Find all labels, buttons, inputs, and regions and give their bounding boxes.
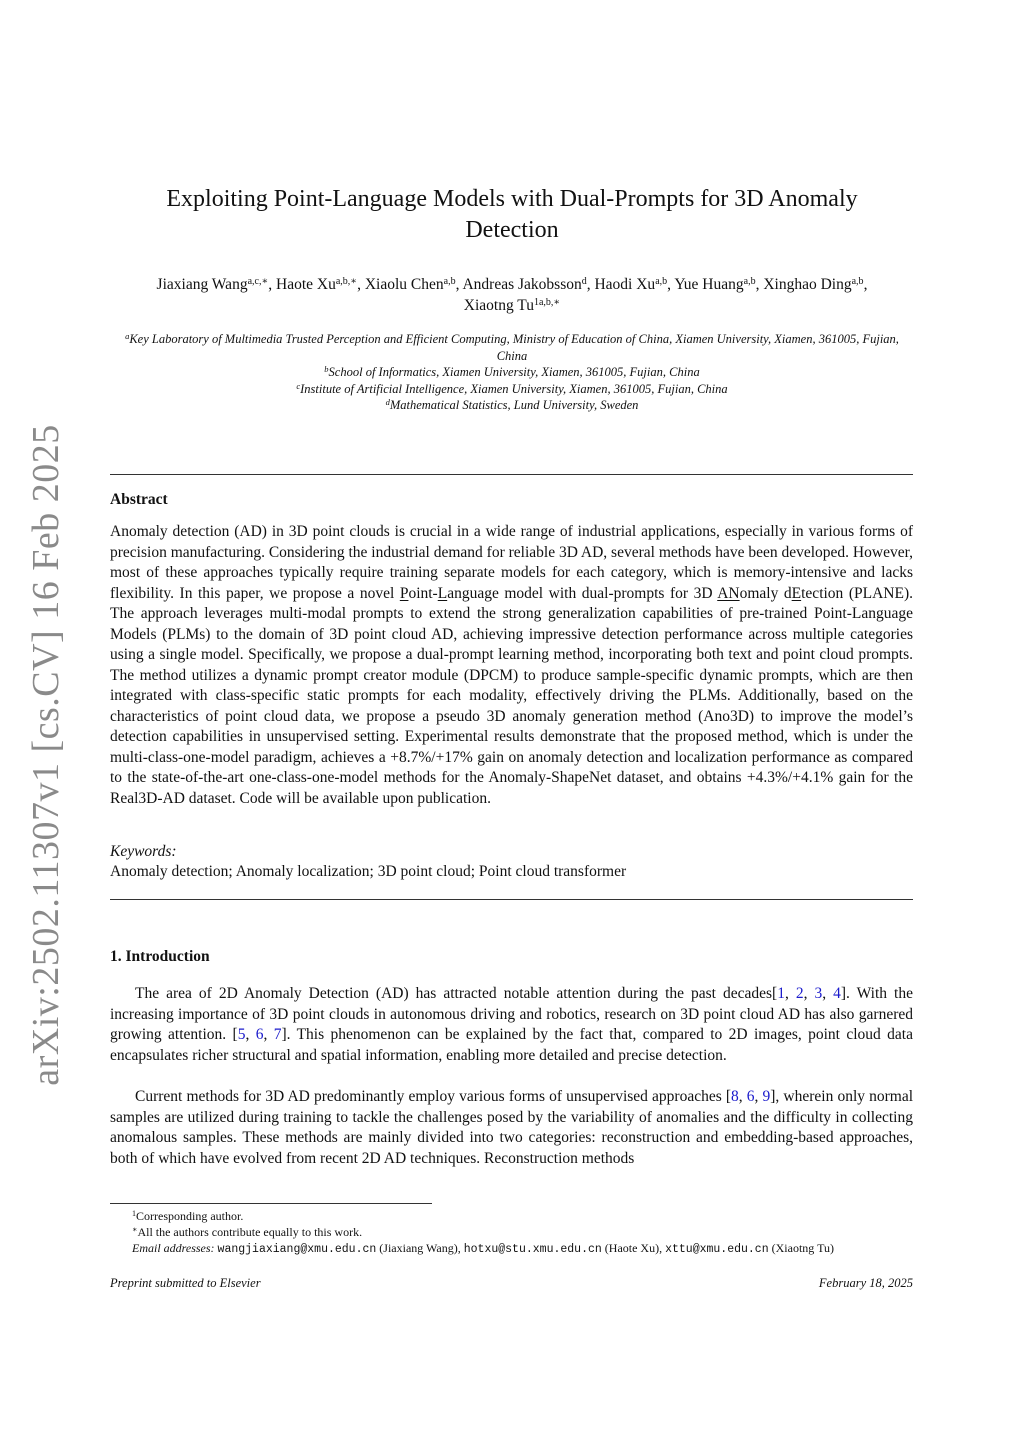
citation-link[interactable]: 2 xyxy=(795,985,804,1002)
author-5: Haodi Xu$^{a,b}$, xyxy=(594,276,675,293)
citation-link[interactable]: 1 xyxy=(777,985,785,1002)
footnote-rule xyxy=(110,1203,432,1204)
author-list xyxy=(110,274,914,316)
affiliation-a: $^a$Key Laboratory of Multimedia Trusted Perception and Efficient Computing, Ministry of Education of China, Xiamen University, Xiamen, 361005, Fujian, China xyxy=(125,331,899,363)
citation-link[interactable]: 3 xyxy=(814,985,823,1002)
citation-link[interactable]: 6 xyxy=(255,1026,264,1043)
section-heading-introduction: 1. Introduction xyxy=(110,948,210,965)
affiliations xyxy=(110,331,914,414)
footnote-equal-contribution: ∗All the authors contribute equally to this work. xyxy=(132,1225,363,1239)
footnote-emails: Email addresses: wangjiaxiang@xmu.edu.cn (Jiaxiang Wang), hotxu@stu.xmu.edu.cn (Haote Xu), xttu@xmu.edu.cn (Xiaotng Tu) xyxy=(132,1241,834,1256)
arxiv-side-stamp xyxy=(14,424,78,1086)
email-link[interactable]: xttu@xmu.edu.cn xyxy=(665,1243,769,1256)
footer-date: February 18, 2025 xyxy=(818,1276,913,1290)
intro-paragraph-2: Current methods for 3D AD predominantly employ various forms of unsupervised approaches [8, 6, 9], wherein only normal samples are utilized during training to tackle the challenges posed by the variability of anomalies and the difficulty in collecting anomalous samples. These methods are mainly divided into two categories: reconstruction and embedding-based approaches, both of which have evolved from recent 2D AD techniques. Reconstruction methods xyxy=(110,1088,914,1167)
affiliation-c: $^c$Institute of Artificial Intelligence, Xiamen University, Xiamen, 361005, Fujian, China xyxy=(296,380,728,396)
citation-link[interactable]: 7 xyxy=(273,1026,282,1043)
author-2: Haote $Xu^{a,b,∗}$, xyxy=(276,276,365,293)
author-8: Xiaotng $Tu^{1a,b,∗}$ xyxy=(463,297,561,314)
affiliation-d: $^d$Mathematical Statistics, Lund University, Sweden xyxy=(385,397,639,412)
paper-title xyxy=(110,184,914,246)
author-4: Andreas Jakobsson$^d$, xyxy=(462,276,595,293)
keywords-heading: Keywords: xyxy=(110,843,177,860)
citation-link[interactable]: 4 xyxy=(833,985,841,1002)
citation-link[interactable]: 6 xyxy=(746,1088,755,1105)
affiliation-b: $^b$School of Informatics, Xiamen University, Xiamen, 361005, Fujian, China xyxy=(324,364,700,379)
title-line-2: Detection xyxy=(465,217,559,243)
citation-link[interactable]: 9 xyxy=(762,1088,771,1105)
author-7: Xinghao Ding$^{a,b}$, xyxy=(763,276,868,293)
abstract-bottom-rule xyxy=(110,899,913,900)
citation-link[interactable]: 8 xyxy=(731,1088,739,1105)
citation-link[interactable]: 5 xyxy=(237,1026,246,1043)
author-6: Yue Huang$^{a,b}$, xyxy=(674,276,764,293)
abstract-heading: Abstract xyxy=(110,491,168,508)
abstract-top-rule xyxy=(110,474,913,475)
intro-paragraph-1: The area of 2D Anomaly Detection (AD) has attracted notable attention during the past decades[1, 2, 3, 4]. With the increasing importance of 3D point clouds in autonomous driving and robotics, research on 3D point cloud AD has also garnered growing attention. [5, 6, 7]. This phenomenon can be explained by the fact that, compared to 2D images, point cloud data encapsulates richer structural and spatial information, enabling more detailed and precise detection. xyxy=(110,985,913,1064)
author-3: Xiaolu Chen$^{a,b}$, xyxy=(364,276,463,293)
footer-preprint-note: Preprint submitted to Elsevier xyxy=(110,1276,261,1290)
email-link[interactable]: wangjiaxiang@xmu.edu.cn xyxy=(217,1243,377,1256)
title-line-1: Exploiting Point-Language Models with Dual-Prompts for 3D Anomaly xyxy=(166,186,858,212)
abstract-body: Anomaly detection (AD) in 3D point clouds is crucial in a wide range of industrial applications, especially in various forms of precision manufacturing. Considering the industrial demand for reliable 3D AD, several methods have been developed. However, most of these approaches typically require training separate models for each category, which is memory-intensive and lacks flexibility. In this paper, we propose a novel Point-Language model with dual-prompts for 3D ANomaly dEtection (PLANE). The approach leverages multi-modal prompts to extend the strong generalization capabilities of pre-trained Point-Language Models (PLMs) to the domain of 3D point cloud AD, achieving impressive detection performance across multiple categories using a single model. Specifically, we propose a dual-prompt learning method, incorporating both text and point cloud prompts. The method utilizes a dynamic prompt creator module (DPCM) to produce sample-specific dynamic prompts, which are then integrated with class-specific static prompts for each modality, effectively driving the PLMs. Additionally, based on the characteristics of point cloud data, we propose a pseudo 3D anomaly generation method (Ano3D) to improve the model’s detection capabilities in unsupervised setting. Experimental results demonstrate that the proposed method, which is under the multi-class-one-model paradigm, achieves a +8.7%/+17% gain on anomaly detection and localization performance as compared to the state-of-the-art one-class-one-model methods for the Anomaly-ShapeNet dataset, and obtains +4.3%/+4.1% gain for the Real3D-AD dataset. Code will be available upon publication. xyxy=(110,523,913,807)
email-link[interactable]: hotxu@stu.xmu.edu.cn xyxy=(463,1243,602,1256)
arxiv-identifier: arXiv:2502.11307v1 [cs.CV] 16 Feb 2025 xyxy=(25,424,67,1086)
keywords: Anomaly detection; Anomaly localization; 3D point cloud; Point cloud transformer xyxy=(110,863,627,880)
author-1: Jiaxiang Wang$^{a,c,∗}$, xyxy=(156,276,277,293)
footnote-corresponding: $^1$Corresponding author. xyxy=(132,1209,244,1223)
